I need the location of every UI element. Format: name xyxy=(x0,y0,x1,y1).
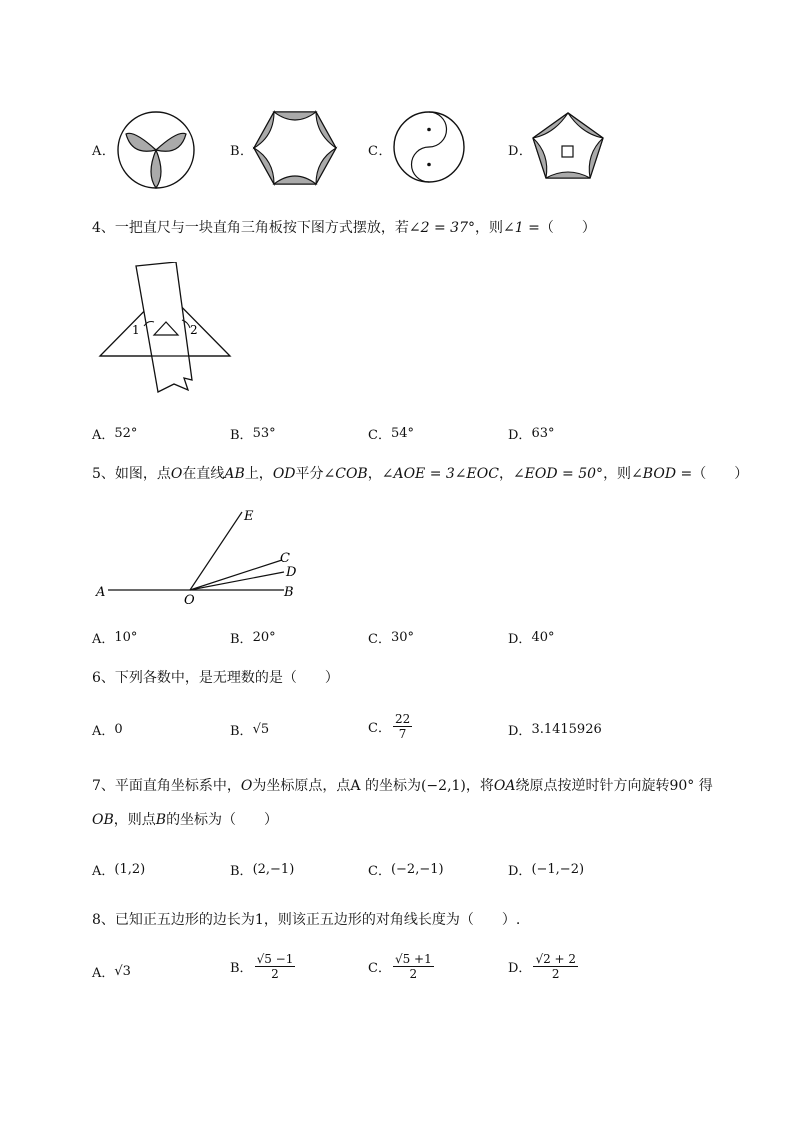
angle-2-label: 2 xyxy=(190,323,198,337)
q6-option-d xyxy=(508,720,602,739)
q3-option-d-letter: D． xyxy=(508,144,533,159)
q8-option-a xyxy=(92,962,131,981)
numerator: √5 +1 xyxy=(394,952,432,966)
denominator: 2 xyxy=(271,967,279,981)
q5-point-o: O xyxy=(170,466,183,482)
q5-text: 5、如图，点 xyxy=(92,466,171,482)
denominator: 7 xyxy=(398,727,407,741)
q6-option-c xyxy=(368,712,412,741)
q7-text: 为坐标原点，点A 的坐标为 xyxy=(252,778,421,794)
q5-option-a xyxy=(92,628,137,647)
point-d-label: D xyxy=(286,565,297,580)
option-letter: C． xyxy=(368,721,391,736)
q5-text: ， xyxy=(367,466,382,482)
q5-option-c xyxy=(368,628,414,647)
q3-option-b-letter: B． xyxy=(230,144,254,159)
q5-text: ，则 xyxy=(603,466,632,482)
q4-option-a xyxy=(92,424,137,443)
q7-stem-line1 xyxy=(92,776,713,796)
q7-option-a xyxy=(92,860,145,879)
option-text: 3.1415926 xyxy=(531,722,602,737)
q8-side-length: 1 xyxy=(254,912,264,928)
denominator: 2 xyxy=(551,967,560,981)
yin-yang-icon xyxy=(392,110,466,184)
circle-three-petals-icon xyxy=(114,108,198,192)
option-text: 63° xyxy=(531,426,555,441)
option-letter: B． xyxy=(230,961,253,976)
q5-text: ， xyxy=(498,466,513,482)
q8-text: 8、已知正五边形的边长为 xyxy=(92,912,255,928)
numerator: 22 xyxy=(394,712,411,726)
q7-point-b: B xyxy=(155,812,167,828)
q5-condition: ∠EOD = 50° xyxy=(512,466,604,482)
fraction xyxy=(533,952,578,981)
q7-text: ，将 xyxy=(465,778,494,794)
option-text: 30° xyxy=(390,630,414,645)
q7-segment-oa: OA xyxy=(493,778,516,794)
q8-option-d xyxy=(508,952,578,981)
q4-stem xyxy=(92,218,596,238)
option-letter: D． xyxy=(508,724,532,739)
denominator: 2 xyxy=(409,967,418,981)
fraction xyxy=(255,952,296,981)
q7-text: ，则点 xyxy=(113,812,156,828)
option-text: 54° xyxy=(390,426,414,441)
q7-option-c xyxy=(368,860,444,879)
q8-text: ，则该正五边形的对角线长度为（ ）. xyxy=(263,912,521,928)
point-o-label: O xyxy=(184,593,195,608)
q7-segment-ob: OB xyxy=(92,812,114,828)
q7-text: 7、平面直角坐标系中， xyxy=(92,778,241,794)
option-text: 0 xyxy=(114,722,123,737)
fraction xyxy=(393,952,434,981)
option-letter: A． xyxy=(92,966,115,981)
option-text: √5 xyxy=(252,722,270,737)
q7-coord-a: (−2,1) xyxy=(420,778,466,794)
q5-paren: （ ） xyxy=(692,466,749,482)
q4-stem-part: ，则 xyxy=(475,220,503,236)
q3-option-a-letter: A． xyxy=(92,144,116,159)
q5-angle-cob: ∠COB xyxy=(323,466,368,482)
q7-option-d xyxy=(508,860,584,879)
q4-paren: （ ） xyxy=(539,220,596,236)
option-letter: C． xyxy=(368,961,391,976)
q4-stem-part: 4、一把直尺与一块直角三角板按下图方式摆放，若 xyxy=(92,220,409,236)
angle-1-label: 1 xyxy=(132,323,140,337)
numerator: √5 −1 xyxy=(256,952,294,966)
pentagon-star-square-icon xyxy=(530,110,606,182)
q5-line-ab: AB xyxy=(224,466,245,482)
fraction xyxy=(393,712,412,741)
option-letter: B． xyxy=(230,864,253,879)
option-letter: D． xyxy=(508,632,532,647)
option-text: √3 xyxy=(114,964,131,979)
q5-text: 平分 xyxy=(295,466,324,482)
q5-ray-od: OD xyxy=(272,466,296,482)
option-letter: A． xyxy=(92,428,115,443)
q4-ruler-triangle-figure xyxy=(96,262,236,396)
q5-text: 在直线 xyxy=(182,466,225,482)
q7-text: 的坐标为（ ） xyxy=(166,812,279,828)
option-letter: D． xyxy=(508,864,532,879)
q5-option-d xyxy=(508,628,554,647)
q8-stem xyxy=(92,910,520,930)
q8-option-b xyxy=(230,952,295,981)
q5-text: 上， xyxy=(244,466,273,482)
q6-option-a xyxy=(92,720,123,739)
point-b-label: B xyxy=(284,585,294,600)
point-e-label: E xyxy=(244,509,254,524)
option-letter: D． xyxy=(508,428,532,443)
option-letter: C． xyxy=(368,632,391,647)
q6-option-b xyxy=(230,720,269,739)
numerator: √2 + 2 xyxy=(535,952,577,966)
option-letter: C． xyxy=(368,428,391,443)
q7-point-o: O xyxy=(240,778,253,794)
q5-angle-figure xyxy=(92,504,312,608)
option-text: (2,−1) xyxy=(252,862,295,877)
q5-condition: ∠AOE = 3∠EOC xyxy=(381,466,499,482)
option-text: 20° xyxy=(252,630,276,645)
q4-option-b xyxy=(230,424,276,443)
q5-option-b xyxy=(230,628,276,647)
option-letter: C． xyxy=(368,864,391,879)
option-letter: B． xyxy=(230,724,253,739)
q4-option-c xyxy=(368,424,414,443)
q4-option-d xyxy=(508,424,554,443)
option-text: (−1,−2) xyxy=(531,862,585,877)
option-letter: D． xyxy=(508,961,532,976)
option-letter: B． xyxy=(230,428,253,443)
hexagon-arcs-icon xyxy=(252,108,338,188)
q4-ask: ∠1 = xyxy=(503,220,540,236)
option-text: (−2,−1) xyxy=(390,862,444,877)
q5-stem xyxy=(92,464,748,484)
q3-option-c-letter: C． xyxy=(368,144,392,159)
q7-stem-line2 xyxy=(92,810,278,830)
q8-option-c xyxy=(368,952,434,981)
option-text: 10° xyxy=(114,630,138,645)
q5-ask: ∠BOD = xyxy=(631,466,693,482)
option-text: 52° xyxy=(114,426,138,441)
option-text: 40° xyxy=(531,630,555,645)
option-text: 53° xyxy=(252,426,276,441)
q7-text: 绕原点按逆时针方向旋转90° 得 xyxy=(515,778,713,794)
option-letter: A． xyxy=(92,632,115,647)
q6-stem: 6、下列各数中，是无理数的是（ ） xyxy=(92,670,339,686)
point-a-label: A xyxy=(96,585,106,600)
option-text: (1,2) xyxy=(114,862,146,877)
q4-given: ∠2 = 37° xyxy=(408,220,475,236)
point-c-label: C xyxy=(280,551,290,566)
option-letter: B． xyxy=(230,632,253,647)
option-letter: A． xyxy=(92,724,115,739)
q7-option-b xyxy=(230,860,294,879)
option-letter: A． xyxy=(92,864,115,879)
